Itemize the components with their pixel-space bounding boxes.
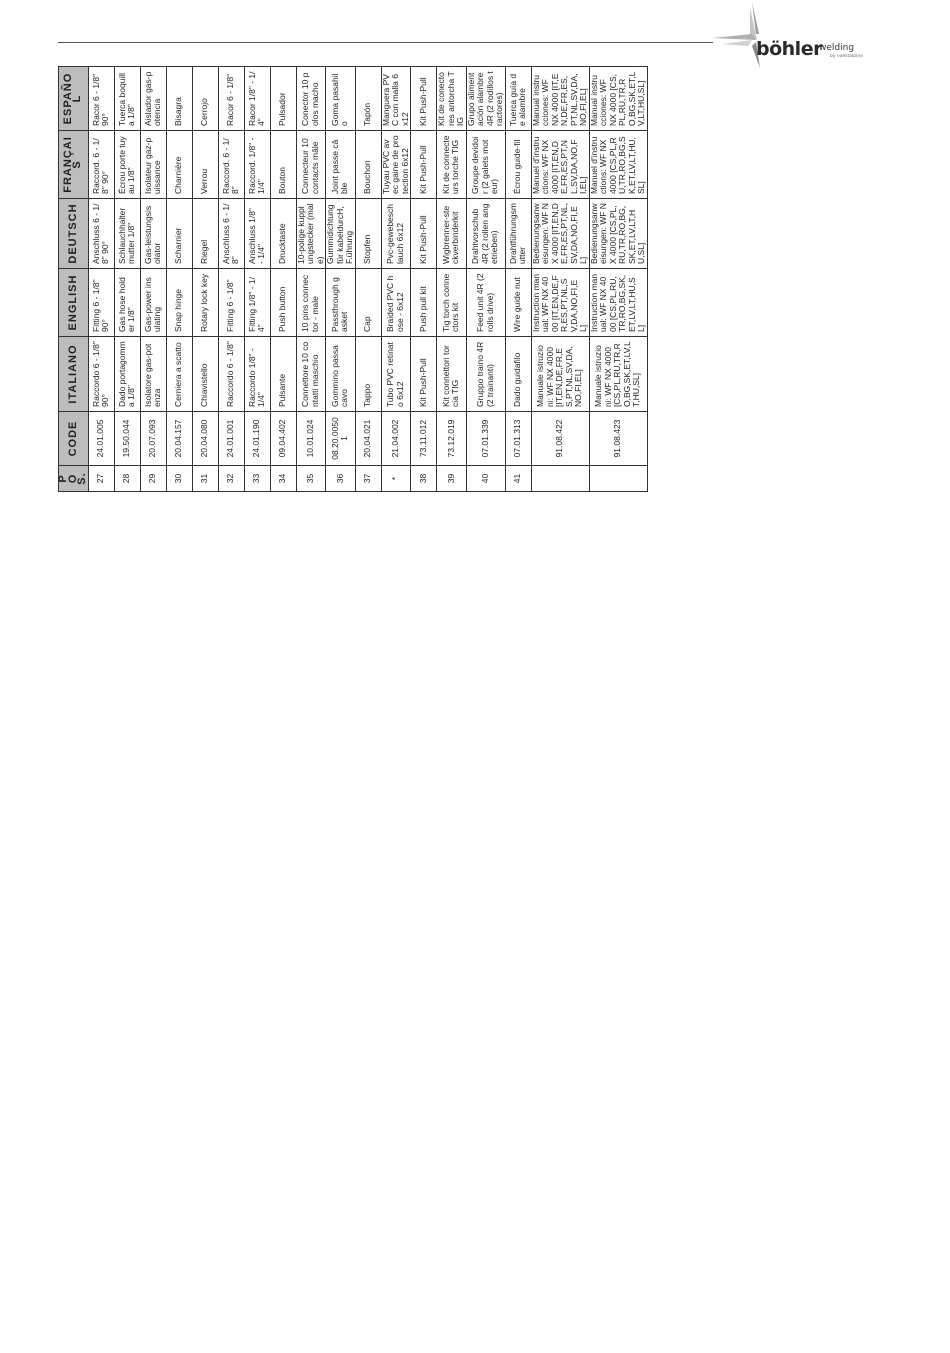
table-row (466, 67, 505, 492)
cell-deutsch: Bedienungsanweisungen: WF NX 4000 [CS,PL,RU,TR,RO,BG,SK,ET,LV,LT,HU,SL] (589, 199, 647, 269)
cell-deutsch: Stopfen (355, 199, 381, 269)
cell-espanol: Racor 6 - 1/8" 90° (88, 67, 114, 131)
cell-code: 24.01.190 (244, 412, 270, 466)
brand-name: böhler (756, 38, 822, 60)
cell-deutsch: Schlauchhaltermutter 1/8" (114, 199, 140, 269)
cell-espanol: Manguera PVC con malla 6x12 (381, 67, 411, 131)
table-row (296, 67, 326, 492)
table-header-row (59, 67, 89, 492)
cell-italiano: Kit connettori torcia TIG (437, 337, 467, 412)
cell-francais: Connecteur 10 contacts mâle (296, 131, 326, 199)
cell-pos: 38 (411, 466, 437, 492)
cell-code: 91.08.422 (531, 412, 589, 466)
cell-english: Snap hinge (166, 269, 192, 337)
cell-italiano: Chiavistello (192, 337, 218, 412)
cell-espanol: Tapón (355, 67, 381, 131)
parts-table-container (57, 67, 646, 492)
cell-francais: Kit Push-Pull (411, 131, 437, 199)
cell-italiano: Manuale istruzioni: WF NX 4000 [CS,PL,RU,TR,RO,BG,SK,ET,LV,LT,HU,SL] (589, 337, 647, 412)
cell-code: 73.11.012 (411, 412, 437, 466)
bohler-welding-logo (712, 0, 882, 72)
column-header-code: CODE (59, 412, 89, 466)
cell-code: 09.04.402 (270, 412, 296, 466)
cell-english: Push button (270, 269, 296, 337)
cell-deutsch: Wigbrenner-steckverbinderkit (437, 199, 467, 269)
cell-pos: * (381, 466, 411, 492)
cell-english: Feed unit 4R (2 rolls drive) (466, 269, 505, 337)
cell-code: 19.50.044 (114, 412, 140, 466)
cell-italiano: Kit Push-Pull (411, 337, 437, 412)
cell-english: Push pull kit (411, 269, 437, 337)
cell-deutsch: Riegel (192, 199, 218, 269)
cell-pos (531, 466, 589, 492)
cell-pos: 36 (326, 466, 356, 492)
cell-pos: 28 (114, 466, 140, 492)
cell-code: 21.04.002 (381, 412, 411, 466)
cell-pos (589, 466, 647, 492)
cell-deutsch: Gummidichtung für kabeldurcH,F.ührung (326, 199, 356, 269)
cell-deutsch: Drucktaste (270, 199, 296, 269)
cell-pos: 27 (88, 466, 114, 492)
cell-espanol: Cerrojo (192, 67, 218, 131)
cell-francais: Joint passe câble (326, 131, 356, 199)
cell-francais: Groupe devidoir (2 galets moteur) (466, 131, 505, 199)
cell-italiano: Pulsante (270, 337, 296, 412)
cell-italiano: Cerniera a scatto (166, 337, 192, 412)
cell-espanol: Manual instrucciones: WF NX 4000 [CS,PL,RU,TR,RO,BG,SK,ET,LV,LT,HU,SL] (589, 67, 647, 131)
cell-code: 20.04.080 (192, 412, 218, 466)
cell-francais: Raccord. 6 - 1/8" 90° (88, 131, 114, 199)
cell-english: Cap (355, 269, 381, 337)
cell-code: 08.20.00501 (326, 412, 356, 466)
table-row (437, 67, 467, 492)
cell-deutsch: Bedienungsanweisungen: WF NX 4000 [IT,EN,DE,FR,ES,PT,NL,SV,DA,NO,FI,EL] (531, 199, 589, 269)
cell-pos: 35 (296, 466, 326, 492)
cell-english: Passthrough gasket (326, 269, 356, 337)
cell-francais: Bouton (270, 131, 296, 199)
column-header-francais: FRANÇAIS (59, 131, 89, 199)
cell-code: 07.01.339 (466, 412, 505, 466)
cell-deutsch: 10-polige kupplungstecker (male) (296, 199, 326, 269)
cell-francais: Manuel d'instructions: WF NX 4000 [IT,EN,DE,FR,ES,PT,NL,SV,DA,NO,FI,EL] (531, 131, 589, 199)
cell-espanol: Racor 6 - 1/8" (218, 67, 244, 131)
cell-pos: 29 (140, 466, 166, 492)
cell-espanol: Racor 1/8" - 1/4" (244, 67, 270, 131)
cell-deutsch: Gas-leistungsisolator (140, 199, 166, 269)
table-row (166, 67, 192, 492)
cell-code: 20.04.021 (355, 412, 381, 466)
cell-english: Gas-power insulating (140, 269, 166, 337)
cell-italiano: Dado guidafilo (505, 337, 531, 412)
cell-pos: 41 (505, 466, 531, 492)
cell-pos: 39 (437, 466, 467, 492)
cell-deutsch: Drahtvorschub 4R (2 rollen angetrieben) (466, 199, 505, 269)
logo-swoosh-icon (712, 0, 882, 72)
cell-francais: Raccord. 6 - 1/8" (218, 131, 244, 199)
cell-espanol: Tuerca boquilla 1/8" (114, 67, 140, 131)
cell-italiano: Connettore 10 contatti maschio (296, 337, 326, 412)
cell-deutsch: Anschluss 6 - 1/8" 90° (88, 199, 114, 269)
cell-francais: Raccord. 1/8" - 1/4" (244, 131, 270, 199)
cell-code: 07.01.313 (505, 412, 531, 466)
cell-deutsch: Scharnier (166, 199, 192, 269)
cell-code: 20.04.157 (166, 412, 192, 466)
parts-table (58, 66, 648, 492)
cell-deutsch: Anschluss 1/8" - 1/4" (244, 199, 270, 269)
cell-francais: Verrou (192, 131, 218, 199)
cell-pos: 32 (218, 466, 244, 492)
column-header-italiano: ITALIANO (59, 337, 89, 412)
table-row (411, 67, 437, 492)
cell-code: 24.01.001 (218, 412, 244, 466)
cell-code: 24.01.005 (88, 412, 114, 466)
cell-francais: Écrou porte tuyau 1/8" (114, 131, 140, 199)
cell-italiano: Tappo (355, 337, 381, 412)
table-row (505, 67, 531, 492)
cell-pos: 40 (466, 466, 505, 492)
table-row (589, 67, 647, 492)
cell-italiano: Raccordo 6 - 1/8" 90° (88, 337, 114, 412)
cell-espanol: Aislador gas-potencia (140, 67, 166, 131)
table-row (270, 67, 296, 492)
cell-italiano: Dado portagomma 1/8" (114, 337, 140, 412)
cell-italiano: Raccordo 1/8" - 1/4" (244, 337, 270, 412)
cell-pos: 31 (192, 466, 218, 492)
brand-suffix: welding (819, 43, 855, 53)
cell-italiano: Raccordo 6 - 1/8" (218, 337, 244, 412)
cell-espanol: Tuerca guía de alambre (505, 67, 531, 131)
header-rule (58, 42, 713, 43)
cell-francais: Bouchon (355, 131, 381, 199)
cell-francais: Écrou guide-fil (505, 131, 531, 199)
table-row (326, 67, 356, 492)
cell-espanol: Kit Push-Pull (411, 67, 437, 131)
table-row (381, 67, 411, 492)
table-row (218, 67, 244, 492)
cell-code: 73.12.019 (437, 412, 467, 466)
cell-italiano: Gruppo traino 4R (2 trainanti) (466, 337, 505, 412)
cell-espanol: Manual instrucciones: WF NX 4000 [IT,EN,DE,FR,ES,PT,NL,SV,DA,NO,FI,EL] (531, 67, 589, 131)
cell-italiano: Manuale istruzioni: WF NX 4000 [IT,EN,DE,FR,ES,PT,NL,SV,DA,NO,FI,EL] (531, 337, 589, 412)
column-header-english: ENGLISH (59, 269, 89, 337)
cell-italiano: Tubo PVC retinato 6x12 (381, 337, 411, 412)
table-row (140, 67, 166, 492)
table-row (244, 67, 270, 492)
cell-francais: Kit de connecteurs torche TIG (437, 131, 467, 199)
brand-byline: by voestalpine (830, 54, 863, 59)
cell-pos: 37 (355, 466, 381, 492)
cell-espanol: Kit de conectores antorcha TIG (437, 67, 467, 131)
cell-pos: 30 (166, 466, 192, 492)
column-header-deutsch: DEUTSCH (59, 199, 89, 269)
cell-francais: Isolateur gaz-puissance (140, 131, 166, 199)
cell-espanol: Grupo alimentación alambre 4R (2 rodillos tractores) (466, 67, 505, 131)
table-row (192, 67, 218, 492)
cell-english: Rotary lock key (192, 269, 218, 337)
cell-english: Braided PVC hose - 6x12 (381, 269, 411, 337)
cell-english: Fitting 1/8" - 1/4" (244, 269, 270, 337)
cell-espanol: Pulsador (270, 67, 296, 131)
cell-english: Fitting 6 - 1/8" 90° (88, 269, 114, 337)
table-row (355, 67, 381, 492)
cell-english: Wire guide nut (505, 269, 531, 337)
table-row (531, 67, 589, 492)
cell-italiano: Isolatore gas-potenza (140, 337, 166, 412)
cell-english: Tig torch connectors kit (437, 269, 467, 337)
cell-deutsch: Anschluss 6 - 1/8" (218, 199, 244, 269)
cell-deutsch: Kit Push-Pull (411, 199, 437, 269)
table-row (88, 67, 114, 492)
cell-deutsch: Pvc-gewebeschlauch 6x12 (381, 199, 411, 269)
cell-espanol: Bisagra (166, 67, 192, 131)
cell-code: 91.08.423 (589, 412, 647, 466)
cell-english: Instruction manual: WF NX 4000 [CS,PL,RU,TR,RO,BG,SK,ET,LV,LT,HU,SL] (589, 269, 647, 337)
cell-english: Fitting 6 - 1/8" (218, 269, 244, 337)
cell-pos: 33 (244, 466, 270, 492)
cell-deutsch: Drahtführungsmutter (505, 199, 531, 269)
cell-code: 20.07.093 (140, 412, 166, 466)
cell-espanol: Conector 10 polos macho (296, 67, 326, 131)
cell-pos: 34 (270, 466, 296, 492)
cell-francais: Charnière (166, 131, 192, 199)
cell-italiano: Gommino passacavo (326, 337, 356, 412)
cell-english: 10 pins connector - male (296, 269, 326, 337)
cell-francais: Manuel d'instructions: WF NX 4000 [CS,PL,RU,TR,RO,BG,SK,ET,LV,LT,HU,SL] (589, 131, 647, 199)
cell-code: 10.01.024 (296, 412, 326, 466)
cell-espanol: Goma pasahilo (326, 67, 356, 131)
column-header-pos: POS. (59, 466, 89, 492)
cell-english: Instruction manual: WF NX 4000 [IT,EN,DE,FR,ES,PT,NL,SV,DA,NO,FI,EL] (531, 269, 589, 337)
cell-francais: Tuyau PVC avec gaine de protection 6x12 (381, 131, 411, 199)
cell-english: Gas hose holder 1/8" (114, 269, 140, 337)
column-header-espanol: ESPAÑOL (59, 67, 89, 131)
table-row (114, 67, 140, 492)
